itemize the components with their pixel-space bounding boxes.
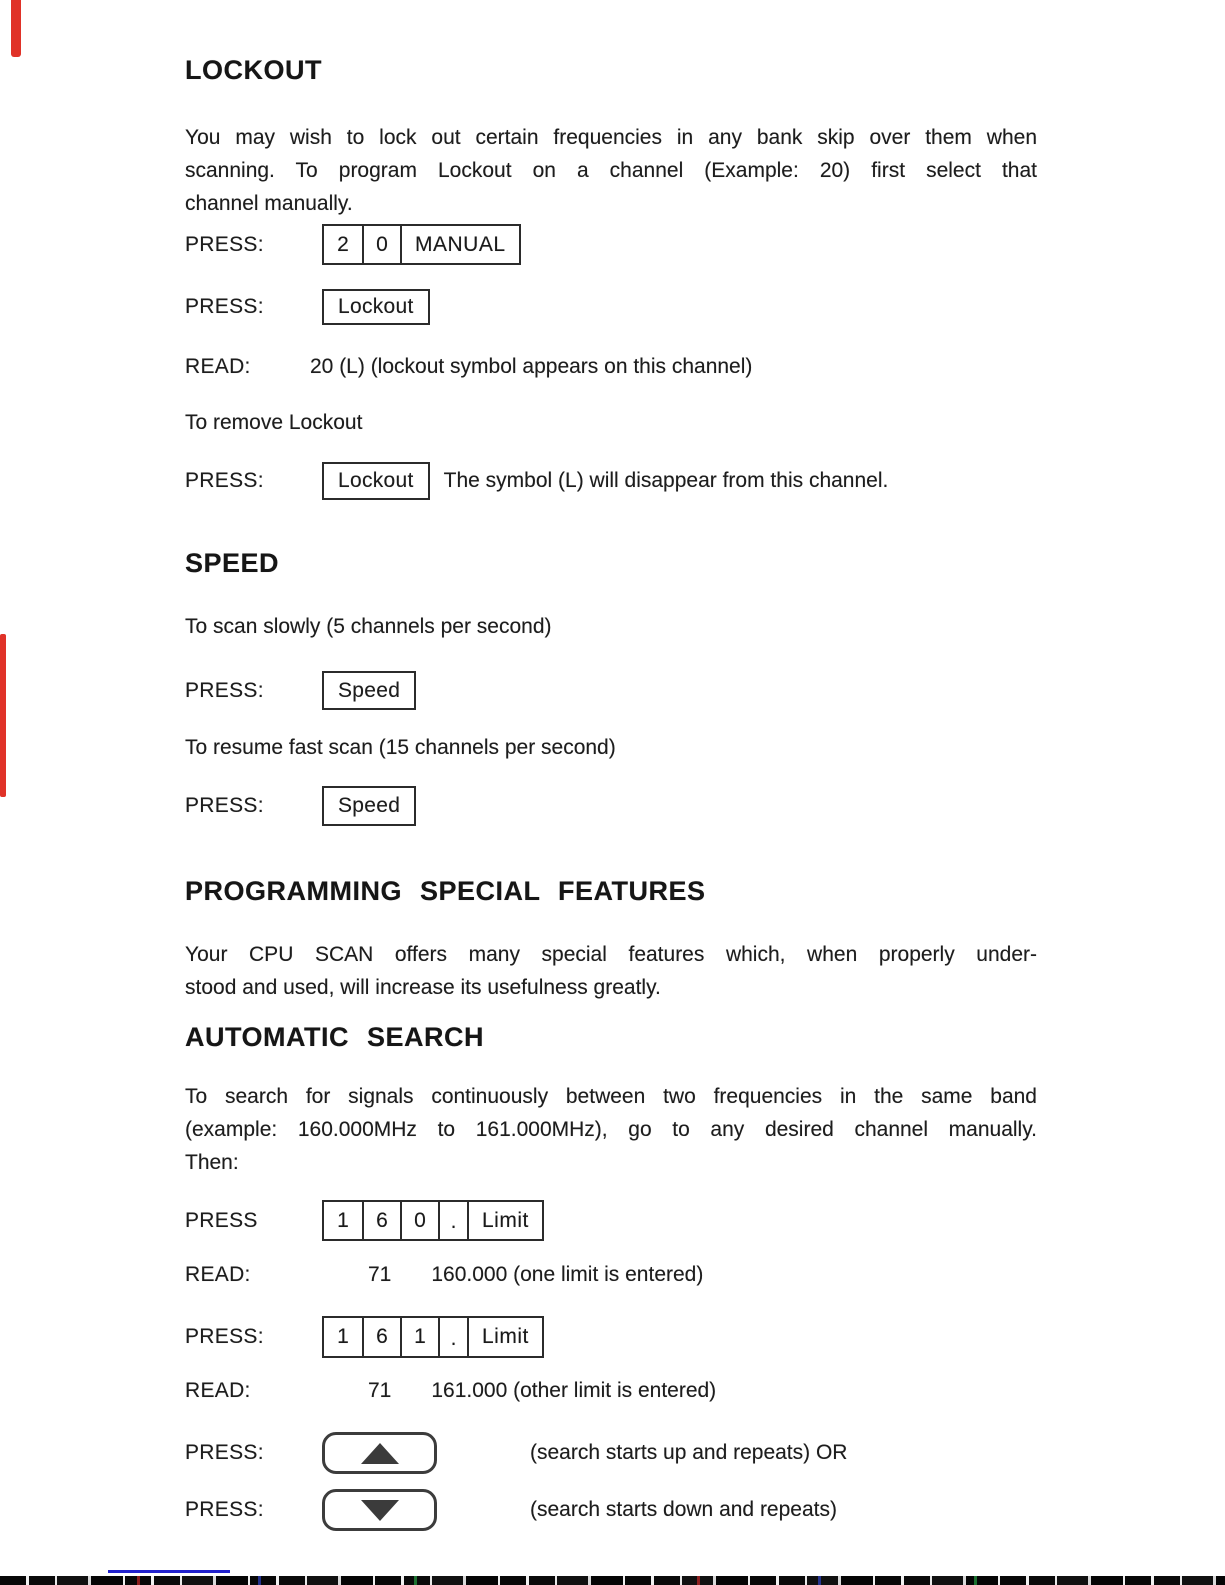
paragraph-line: channel manually.: [185, 192, 353, 215]
section-heading-automatic-search: AUTOMATIC SEARCH: [185, 1022, 484, 1052]
page-edge-strip: [0, 1576, 1225, 1585]
scan-artifact-red-top: [11, 0, 21, 57]
press-row-161-limit: [185, 1316, 544, 1358]
search-down-button: [322, 1489, 437, 1531]
press-label: PRESS:: [185, 794, 264, 817]
section-heading-special-features: PROGRAMMING SPECIAL FEATURES: [185, 876, 706, 906]
press-label: PRESS:: [185, 469, 264, 492]
automatic-search-paragraph: [185, 1080, 1037, 1179]
paragraph-line: stood and used, will increase its usefulness greatly.: [185, 976, 661, 999]
key-limit: Limit: [467, 1202, 542, 1239]
paragraph-line: scanning. To program Lockout on a channel (Example: 20) first select that: [185, 159, 1037, 182]
speed-key: Speed: [322, 786, 416, 826]
read-value: 20 (L) (lockout symbol appears on this channel): [310, 355, 753, 378]
scan-artifact-blue-line: [108, 1570, 230, 1573]
key-manual: MANUAL: [400, 226, 519, 263]
special-features-paragraph: [185, 938, 1037, 1004]
press-row-160-limit: [185, 1200, 544, 1241]
paragraph-line: To search for signals continuously between two frequencies in the same band: [185, 1085, 1037, 1108]
down-triangle-icon: [361, 1500, 399, 1521]
scan-artifact-red-left: [0, 634, 6, 797]
read-label: READ:: [185, 1262, 251, 1286]
key-dot: .: [438, 1202, 467, 1239]
press-row-speed-1: [185, 671, 416, 710]
press-note: (search starts up and repeats) OR: [530, 1441, 848, 1464]
press-label: PRESS:: [185, 1325, 264, 1348]
press-row-speed-2: [185, 786, 416, 826]
key-1: 1: [400, 1318, 438, 1356]
fast-scan-text: To resume fast scan (15 channels per second): [185, 736, 616, 759]
press-row-20-manual: [185, 224, 521, 265]
key-1: 1: [337, 1208, 349, 1232]
remove-lockout-text: To remove Lockout: [185, 411, 363, 434]
press-label: PRESS:: [185, 295, 264, 318]
press-label: PRESS: [185, 1208, 258, 1232]
key-6: 6: [362, 1318, 400, 1356]
paragraph-line: Then:: [185, 1151, 239, 1174]
key-limit: Limit: [467, 1318, 542, 1356]
channel-number: 71: [368, 1262, 392, 1286]
read-label: READ:: [185, 1378, 251, 1402]
key-0: 0: [362, 226, 400, 263]
press-row-search-up: [185, 1432, 847, 1474]
press-row-lockout: [185, 289, 430, 325]
press-note: The symbol (L) will disappear from this channel.: [443, 469, 889, 492]
speed-key: Speed: [322, 671, 416, 710]
read-row-lockout: [185, 350, 752, 383]
key-dot: .: [438, 1318, 467, 1356]
key-1: 1: [337, 1325, 349, 1348]
key-strip-20-manual: [322, 224, 521, 265]
press-label: PRESS:: [185, 678, 264, 702]
press-label: PRESS:: [185, 232, 264, 256]
paragraph-line: You may wish to lock out certain frequencies in any bank skip over them when: [185, 126, 1037, 149]
press-label: PRESS:: [185, 1441, 264, 1464]
channel-number: 71: [368, 1378, 392, 1402]
read-row-160: [185, 1258, 703, 1291]
press-row-lockout-remove: [185, 462, 888, 500]
lockout-key: Lockout: [322, 462, 430, 500]
press-row-search-down: [185, 1489, 837, 1531]
press-label: PRESS:: [185, 1498, 264, 1521]
paragraph-line: (example: 160.000MHz to 161.000MHz), go to any desired channel manually.: [185, 1118, 1037, 1141]
lockout-key: Lockout: [322, 289, 430, 325]
key-strip-160-limit: [322, 1200, 544, 1241]
key-6: 6: [362, 1202, 400, 1239]
key-2: 2: [337, 232, 349, 256]
scan-slowly-text: To scan slowly (5 channels per second): [185, 615, 552, 638]
section-heading-speed: SPEED: [185, 548, 280, 578]
read-label: READ:: [185, 354, 251, 378]
press-note: (search starts down and repeats): [530, 1498, 837, 1521]
up-triangle-icon: [361, 1443, 399, 1464]
search-up-button: [322, 1432, 437, 1474]
read-row-161: [185, 1374, 716, 1407]
lockout-intro-paragraph: [185, 121, 1037, 220]
key-0: 0: [400, 1202, 438, 1239]
key-strip-161-limit: [322, 1316, 544, 1358]
read-value: 160.000 (one limit is entered): [431, 1262, 704, 1286]
section-heading-lockout: LOCKOUT: [185, 55, 322, 85]
read-value: 161.000 (other limit is entered): [431, 1378, 717, 1402]
paragraph-line: Your CPU SCAN offers many special features which, when properly under-: [185, 943, 1037, 966]
